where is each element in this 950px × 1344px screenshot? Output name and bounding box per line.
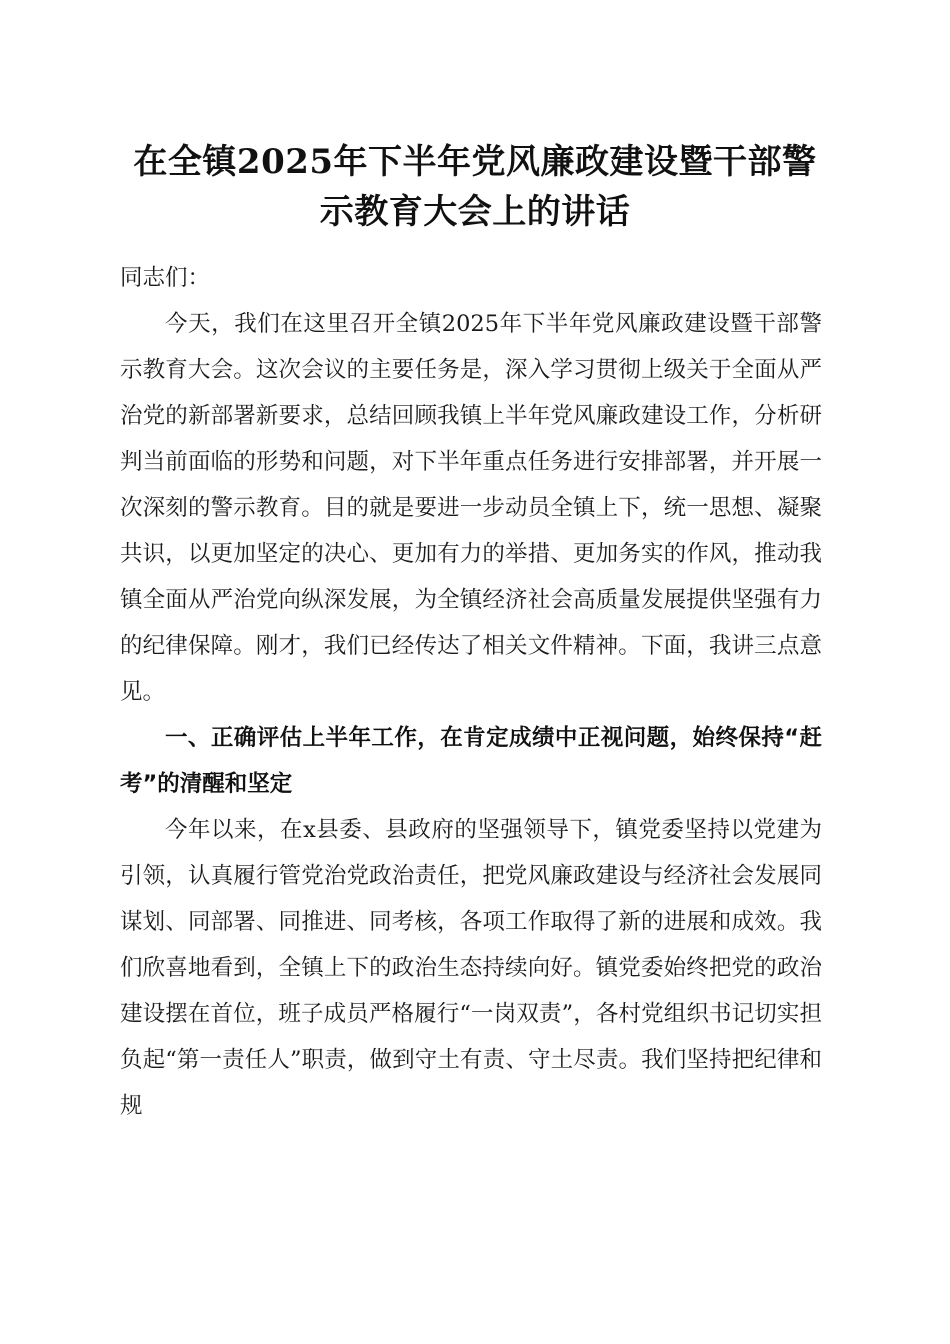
paragraph-section-1: 今年以来，在x县委、县政府的坚强领导下，镇党委坚持以党建为引领，认真履行管党治党政治责任，把党风廉政建设与经济社会发展同谋划、同部署、同推进、同考核，各项工作取得了新的进展和成效。我们欣喜地看到，全镇上下的政治生态持续向好。镇党委始终把党的政治建设摆在首位，班子成员严格履行“一岗双责”，各村党组织书记切实担负起“第一责任人”职责，做到守土有责、守土尽责。我们坚持把纪律和规 [120, 817, 822, 1119]
document-title [110, 137, 840, 237]
document-body [120, 255, 822, 1129]
salutation: 同志们： [120, 265, 211, 291]
paragraph-opening: 今天，我们在这里召开全镇2025年下半年党风廉政建设暨干部警示教育大会。这次会议的主要任务是，深入学习贯彻上级关于全面从严治党的新部署新要求，总结回顾我镇上半年党风廉政建设工作，分析研判当前面临的形势和问题，对下半年重点任务进行安排部署，并开展一次深刻的警示教育。目的就是要进一步动员全镇上下，统一思想、凝聚共识，以更加坚定的决心、更加有力的举措、更加务实的作风，推动我镇全面从严治党向纵深发展，为全镇经济社会高质量发展提供坚强有力的纪律保障。刚才，我们已经传达了相关文件精神。下面，我讲三点意见。 [120, 311, 822, 705]
title-line-2: 示教育大会上的讲话 [319, 192, 631, 232]
title-line-1: 在全镇2025年下半年党风廉政建设暨干部警 [133, 142, 817, 182]
section-heading-1: 一、正确评估上半年工作，在肯定成绩中正视问题，始终保持“赶考”的清醒和坚定 [120, 725, 822, 797]
